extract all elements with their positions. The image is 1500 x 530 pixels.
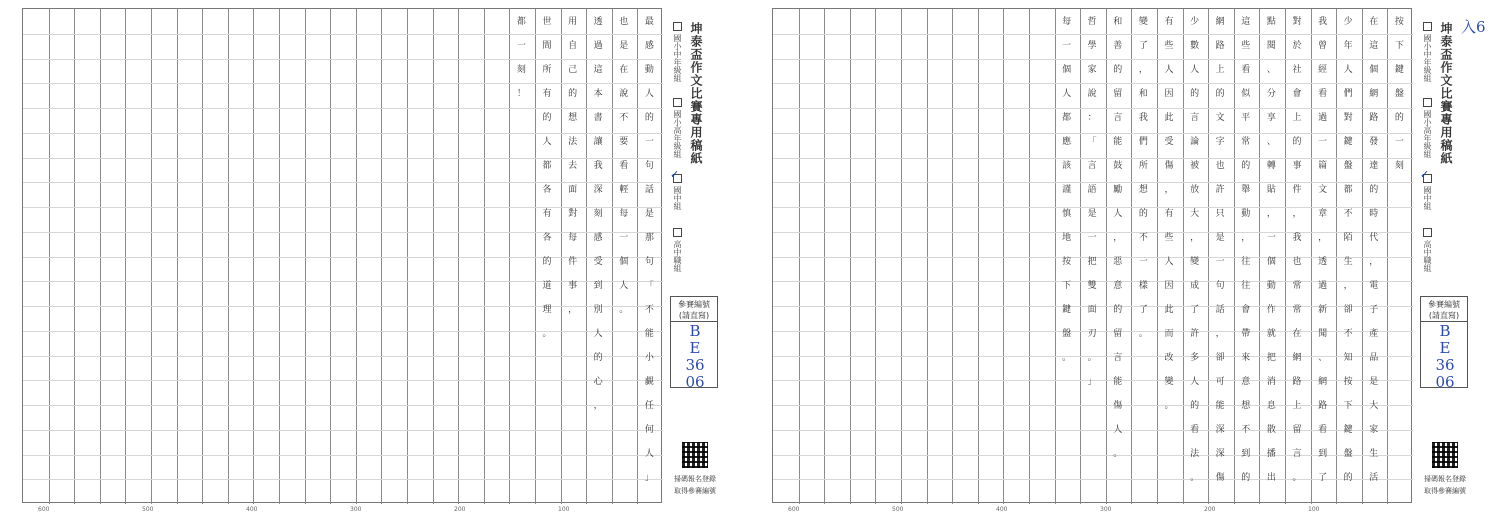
ruler-label: 400 [996, 506, 1008, 513]
grid-row-line [23, 479, 663, 480]
entry-number: BE3606 [1435, 322, 1455, 391]
ruler-label: 100 [558, 506, 570, 513]
qr-code-icon[interactable] [1432, 442, 1458, 468]
entry-label-sub: (請直寫) [1428, 311, 1460, 320]
entry-number: BE3606 [685, 322, 705, 391]
ruler-label: 500 [892, 506, 904, 513]
corner-note: 入6 [1461, 18, 1486, 36]
entry-number-box[interactable] [670, 296, 718, 391]
essay-column: 哲 學 家 說 ： 「 言 語 是 一 把 雙 面 刃 。 」 [1087, 17, 1097, 387]
essay-column: 我 曾 經 看 過 一 篇 文 章 ， 透 過 新 聞 、 網 路 看 到 了 [1318, 17, 1328, 483]
option-senior-primary[interactable]: 國小高年級組 [1422, 98, 1433, 158]
grid-row-line [23, 356, 663, 357]
essay-column: 在 這 個 網 路 發 達 的 時 代 ， 電 子 產 品 是 大 家 生 活 [1369, 17, 1379, 483]
essay-column: 這 些 看 似 平 常 的 舉 動 ， 往 往 會 帶 來 意 想 不 到 的 [1241, 17, 1251, 483]
checkbox-icon [673, 228, 682, 237]
ruler-label: 600 [788, 506, 800, 513]
essay-column: 按 下 鍵 盤 的 一 刻 [1394, 17, 1404, 171]
sidebar-left [670, 8, 720, 513]
grid-row-line [23, 430, 663, 431]
essay-column: 有 些 人 因 此 受 傷 ， 有 些 人 因 此 而 改 變 。 [1164, 17, 1174, 411]
qr-caption: 掃碼報名登錄 [674, 475, 716, 483]
sheet-right [772, 8, 1477, 513]
entry-label-sub: (請直寫) [678, 311, 710, 320]
essay-column: 和 善 的 留 言 能 鼓 勵 人 ， 惡 意 的 留 言 能 傷 人 。 [1113, 17, 1123, 459]
essay-column: 世 間 所 有 的 人 都 各 有 各 的 道 理 。 [542, 17, 552, 339]
entry-number-box[interactable] [1420, 296, 1468, 391]
option-junior-high[interactable]: 國中組 [1422, 174, 1433, 210]
form-title: 坤泰盃作文比賽專用稿紙 [689, 22, 703, 165]
checkbox-icon [673, 22, 682, 31]
essay-column: 網 路 上 的 文 字 也 許 只 是 一 句 話 ， 卻 可 能 深 深 傷 [1215, 17, 1225, 483]
ruler-label: 500 [142, 506, 154, 513]
grid-row-line [23, 380, 663, 381]
option-junior-primary[interactable]: 國小中年級組 [1422, 22, 1433, 82]
essay-column: 少 數 人 的 言 論 被 放 大 ， 變 成 了 許 多 人 的 看 法 。 [1190, 17, 1200, 483]
qr-caption: 掃碼報名登錄 [1424, 475, 1466, 483]
sheet-left [22, 8, 730, 513]
qr-code-icon[interactable] [682, 442, 708, 468]
ruler-label: 600 [38, 506, 50, 513]
ruler-label: 200 [1204, 506, 1216, 513]
checkbox-icon [673, 98, 682, 107]
essay-column: 少 年 人 們 對 鍵 盤 都 不 陌 生 ， 卻 不 知 按 下 鍵 盤 的 [1343, 17, 1353, 483]
option-junior-primary[interactable]: 國小中年級組 [672, 22, 683, 82]
entry-label: 參賽編號 [1428, 300, 1460, 309]
essay-column: 變 了 ， 和 我 們 所 想 的 不 一 樣 了 。 [1138, 17, 1148, 339]
essay-column: 用 自 己 的 想 法 去 面 對 每 件 事 ， [568, 17, 578, 315]
checkbox-icon [1423, 98, 1432, 107]
grid-row-line [23, 405, 663, 406]
essay-column: 也 是 在 說 不 要 看 輕 每 一 個 人 。 [619, 17, 629, 315]
qr-caption-sub: 取得參賽編號 [1424, 487, 1466, 495]
ruler-label: 100 [1308, 506, 1320, 513]
check-mark-icon: ✓ [670, 168, 680, 181]
option-senior-high[interactable]: 高中職組 [672, 228, 683, 272]
ruler-label: 400 [246, 506, 258, 513]
grid-row-line [23, 455, 663, 456]
essay-column: 都 一 刻 ！ [516, 17, 526, 99]
ruler-label: 300 [1100, 506, 1112, 513]
essay-column: 點 閱 、 分 享 、 轉 貼 ， 一 個 動 作 就 把 消 息 散 播 出 [1266, 17, 1276, 483]
option-junior-high[interactable]: 國中組 [672, 174, 683, 210]
essay-column: 對 於 社 會 上 的 事 件 ， 我 也 常 常 在 網 路 上 留 言 。 [1292, 17, 1302, 483]
grid-row-line [23, 331, 663, 332]
checkbox-icon [1423, 22, 1432, 31]
essay-column: 透 過 這 本 書 讓 我 深 刻 感 受 到 別 人 的 心 ， [593, 17, 603, 411]
sidebar-right [1420, 8, 1470, 513]
qr-caption-sub: 取得參賽編號 [674, 487, 716, 495]
essay-column: 每 一 個 人 都 應 該 謹 慎 地 按 下 鍵 盤 。 [1062, 17, 1072, 363]
entry-label: 參賽編號 [678, 300, 710, 309]
checkbox-icon [1423, 228, 1432, 237]
check-mark-icon: ✓ [1420, 168, 1430, 181]
ruler-label: 300 [350, 506, 362, 513]
essay-column: 最 感 動 人 的 一 句 話 是 那 句 「 不 能 小 覷 任 何 人 」 [644, 17, 654, 483]
form-title: 坤泰盃作文比賽專用稿紙 [1439, 22, 1453, 165]
ruler-label: 200 [454, 506, 466, 513]
option-senior-primary[interactable]: 國小高年級組 [672, 98, 683, 158]
option-senior-high[interactable]: 高中職組 [1422, 228, 1433, 272]
